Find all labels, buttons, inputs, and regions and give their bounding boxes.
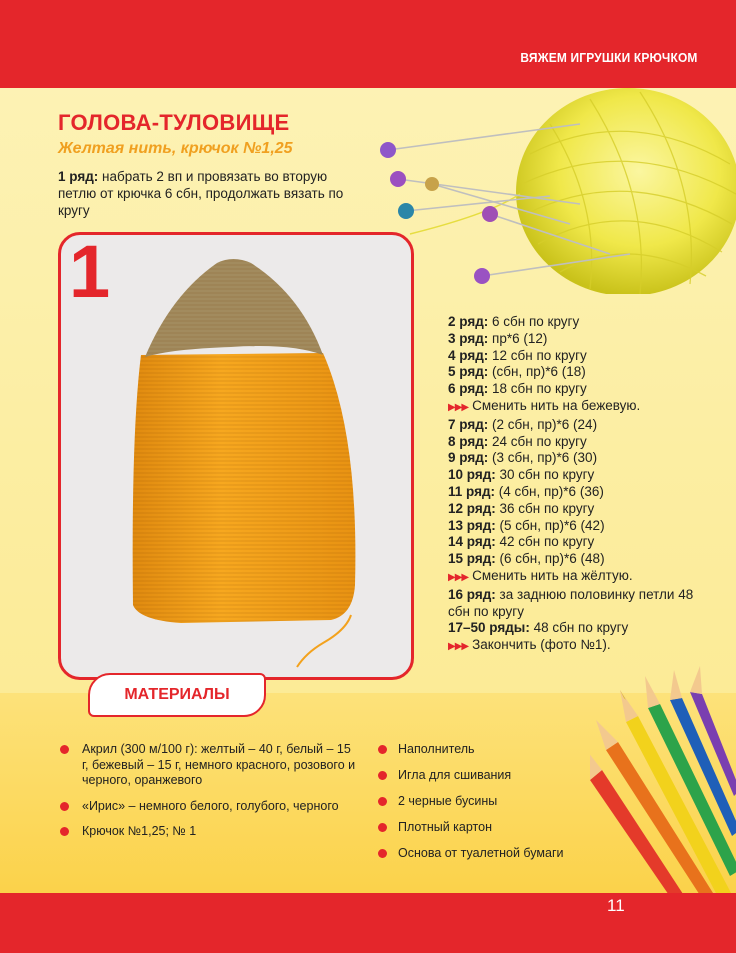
instruction-row <box>448 587 698 621</box>
instruction-note <box>448 637 698 656</box>
section-subtitle: Желтая нить, крючок №1,25 <box>58 140 293 157</box>
row-text: 24 сбн по кругу <box>488 433 587 449</box>
instruction-row <box>448 501 698 518</box>
material-item <box>378 846 598 862</box>
row-text: 30 сбн по кругу <box>495 467 595 483</box>
row-label: 13 ряд: <box>448 517 496 533</box>
row-text: (4 сбн, пр)*6 (36) <box>495 483 604 499</box>
bottom-bar <box>0 893 736 953</box>
bullet-icon <box>378 745 387 754</box>
photo-number: 1 <box>69 232 111 313</box>
bullet-icon <box>378 771 387 780</box>
material-text: Плотный картон <box>398 820 492 834</box>
row-text: (6 сбн, пр)*6 (48) <box>495 551 605 567</box>
row-label: 15 ряд: <box>448 551 496 567</box>
bullet-icon <box>60 802 69 811</box>
bullet-icon <box>60 745 69 754</box>
instruction-row <box>448 467 698 484</box>
material-item <box>378 794 598 810</box>
section-title: ГОЛОВА-ТУЛОВИЩЕ <box>58 110 290 135</box>
materials-list-left <box>60 742 360 850</box>
row-text: 12 сбн по кругу <box>488 347 587 363</box>
row-label: 6 ряд: <box>448 381 489 397</box>
instruction-row <box>448 450 698 467</box>
material-item <box>60 824 360 840</box>
note-text: Закончить (фото №1). <box>472 637 611 653</box>
material-item <box>60 742 360 789</box>
photo-frame <box>58 232 414 680</box>
instruction-row <box>448 417 698 434</box>
instruction-row <box>448 551 698 568</box>
row-text: пр*6 (12) <box>488 330 548 346</box>
instruction-row <box>448 348 698 365</box>
row-text: (сбн, пр)*6 (18) <box>488 364 586 380</box>
row-label: 3 ряд: <box>448 330 489 346</box>
material-text: Крючок №1,25; № 1 <box>82 824 197 838</box>
row-label: 10 ряд: <box>448 467 496 483</box>
materials-list-right <box>378 742 598 872</box>
row-text: 42 сбн по кругу <box>495 534 595 550</box>
material-item <box>60 799 360 815</box>
row-text: 18 сбн по кругу <box>488 381 587 397</box>
row-label: 12 ряд: <box>448 500 496 516</box>
row-label: 11 ряд: <box>448 483 496 499</box>
row-label: 17–50 ряды: <box>448 620 530 636</box>
colored-pencils-illustration <box>590 660 736 920</box>
bullet-icon <box>378 797 387 806</box>
instruction-row <box>448 381 698 398</box>
series-title: ВЯЖЕМ ИГРУШКИ КРЮЧКОМ <box>520 50 698 65</box>
top-bar <box>0 0 736 88</box>
material-text: «Ирис» – немного белого, голубого, черного <box>82 798 339 813</box>
row-label: 7 ряд: <box>448 416 489 432</box>
row-text: (5 сбн, пр)*6 (42) <box>495 517 605 533</box>
note-text: Сменить нить на бежевую. <box>472 397 641 413</box>
row-label: 2 ряд: <box>448 314 489 329</box>
instruction-note <box>448 398 698 417</box>
row-label: 8 ряд: <box>448 433 489 449</box>
bullet-icon <box>378 823 387 832</box>
row-label: 14 ряд: <box>448 534 496 550</box>
material-text: Игла для сшивания <box>398 768 512 782</box>
instruction-row <box>448 484 698 501</box>
note-text: Сменить нить на жёлтую. <box>472 567 633 583</box>
triple-arrow-icon: ▶▶▶ <box>448 571 469 583</box>
material-text: Акрил (300 м/100 г): желтый – 40 г, белый – 15 г, бежевый – 15 г, немного красного, розового и черного, оранжевого <box>82 742 356 787</box>
instruction-row <box>448 434 698 451</box>
material-item <box>378 820 598 836</box>
instruction-row <box>448 534 698 551</box>
triple-arrow-icon: ▶▶▶ <box>448 401 469 413</box>
row-text: (3 сбн, пр)*6 (30) <box>488 450 598 466</box>
row-label: 4 ряд: <box>448 347 489 363</box>
triple-arrow-icon: ▶▶▶ <box>448 641 469 653</box>
material-text: 2 черные бусины <box>398 794 498 808</box>
instruction-row <box>448 314 698 331</box>
page-number: 11 <box>607 896 625 915</box>
bullet-icon <box>60 827 69 836</box>
material-item <box>378 742 598 758</box>
bullet-icon <box>378 849 387 858</box>
row-text: за заднюю половинку петли 48 сбн по кругу <box>448 586 694 619</box>
row-label: 9 ряд: <box>448 450 489 466</box>
instruction-rows <box>448 314 698 656</box>
materials-heading: МАТЕРИАЛЫ <box>88 673 266 717</box>
row-text: 36 сбн по кругу <box>495 500 595 516</box>
row-1-instruction <box>58 168 358 219</box>
row-text: 48 сбн по кругу <box>529 620 629 636</box>
material-item <box>378 768 598 784</box>
row-text: 6 сбн по кругу <box>488 314 580 329</box>
crochet-head-photo <box>61 235 411 677</box>
instruction-row <box>448 331 698 348</box>
instruction-note <box>448 568 698 587</box>
row-label: 1 ряд: <box>58 169 99 184</box>
material-text: Наполнитель <box>398 742 475 756</box>
yarn-ball-illustration <box>370 84 736 294</box>
instruction-row <box>448 364 698 381</box>
instruction-row <box>448 620 698 637</box>
instruction-row <box>448 518 698 535</box>
row-text: (2 сбн, пр)*6 (24) <box>488 416 598 432</box>
row-label: 5 ряд: <box>448 364 489 380</box>
row-label: 16 ряд: <box>448 586 496 602</box>
material-text: Основа от туалетной бумаги <box>398 846 564 860</box>
row-text: набрать 2 вп и провязать во вторую петлю от крючка 6 сбн, продолжать вязать по кругу <box>58 169 344 218</box>
